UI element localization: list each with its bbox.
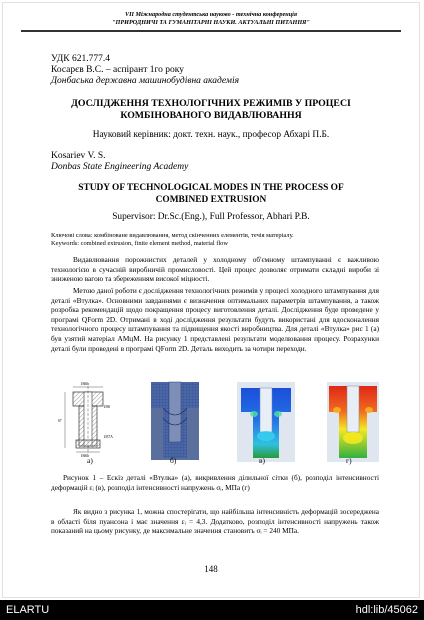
- institution-en: Donbas State Engineering Academy: [51, 162, 189, 172]
- panel-c-strain: [237, 382, 295, 462]
- dim-top: Ø46h: [81, 382, 89, 386]
- header-line-1: VII Міжнародна студентська науково - технічна конференція: [124, 11, 298, 18]
- label-d: г): [346, 456, 352, 465]
- page-number: 148: [204, 564, 218, 574]
- institution-ua: Донбаська державна машинобудівна академія: [51, 76, 240, 86]
- label-a: а): [87, 456, 93, 465]
- panel-a-sketch: [58, 382, 113, 458]
- panel-b-mesh: [151, 382, 199, 460]
- dim-bottom: Ø46h: [81, 454, 89, 458]
- author-en: Kosariev V. S.: [51, 151, 106, 161]
- footer-handle-link[interactable]: hdl:lib/45062: [355, 604, 418, 616]
- paragraph-2: Метою даної роботи є дослідження технологічних режимів у процесі холодного штампування для деталі «Втулка». Основними завданнями є визначення оптимальних параметрів штампування, а також розробка рекомендацій щодо покращення процесу виготовлення деталі. Дослідження буде проведене у програмі QForm 2D. Отримані в ході дослідження результати будуть використані для вдосконалення технологічного процесу штампування та підвищення якості виробництва. Для деталі «Втулка» рис 1 (а) був узятий матеріал АМцМ. На рисунку 1 представлені результати моделювання процесу. Розрахунки деталі були проведені в програмі QForm 2D. Деталь виходить за чотири переходи.: [51, 286, 379, 353]
- conference-header: [21, 11, 401, 32]
- footer-repository-name: ELARTU: [6, 604, 50, 616]
- title-ua-line-1: ДОСЛІДЖЕННЯ ТЕХНОЛОГІЧНИХ РЕЖИМІВ У ПРОЦЕСІ: [71, 98, 351, 109]
- dim-height: 67: [58, 419, 62, 423]
- header-line-2: "ПРИРОДНИЧІ ТА ГУМАНІТАРНІ НАУКИ. АКТУАЛЬНІ ПИТАННЯ": [112, 19, 310, 26]
- keywords-en: Keywords: combined extrusion, finite element method, material flow: [51, 240, 228, 247]
- paper-page: [2, 2, 420, 598]
- supervisor-en: Supervisor: Dr.Sc.(Eng.), Full Professor, Abhari P.B.: [112, 212, 310, 222]
- figure-caption: Рисунок 1 – Ескіз деталі «Втулка» (а), викривлення ділильної сітки (б), розподіл інтенсивності деформацій εᵢ (в), розподіл інтенсивності напружень σᵢ, МПа (г): [51, 473, 379, 492]
- paragraph-3: Як видно з рисунка 1, можна спостерігати, що найбільша інтенсивність деформацій зосереджена в області біля пуансона і має значення εᵢ = 4,3. Додатково, розподіл інтенсивності напружень також показаний на цьому рисунку, де максимальне значення становить σᵢ = 240 МПа.: [51, 507, 379, 536]
- repository-footer: [0, 600, 424, 620]
- udk-code: УДК 621.777.4: [51, 54, 110, 64]
- title-en-line-1: STUDY OF TECHNOLOGICAL MODES IN THE PROCESS OF: [78, 183, 344, 193]
- paragraph-1: Видавлювання порожнистих деталей у холодному об'ємному штампуванні є важливою технологією в сучасній виробничій промисловості. Цей процес дозволяє отримати складні вироби зі зниженою вагою та збереженням високої міцності.: [51, 255, 379, 284]
- title-en-line-2: COMBINED EXTRUSION: [155, 194, 267, 205]
- dim-low: Ø37А: [104, 435, 113, 439]
- title-ua-line-2: КОМБІНОВАНОГО ВИДАВЛЮВАННЯ: [120, 110, 302, 121]
- figure-1: [51, 378, 379, 466]
- author-ua: Косарєв В.С. – аспірант 1го року: [51, 65, 185, 75]
- title-ua: [33, 98, 389, 122]
- supervisor-ua: Науковий керівник: докт. техн. наук., професор Абхарі П.Б.: [92, 130, 330, 140]
- dim-mid: Ø30: [104, 405, 111, 409]
- keywords-ua: Ключові слова: комбіноване видавлювання, метод скінченних елементів, течія матеріалу.: [51, 232, 294, 239]
- title-en: [43, 183, 379, 206]
- panel-d-stress: [327, 382, 379, 462]
- label-b: б): [170, 456, 177, 465]
- label-c: в): [259, 456, 266, 465]
